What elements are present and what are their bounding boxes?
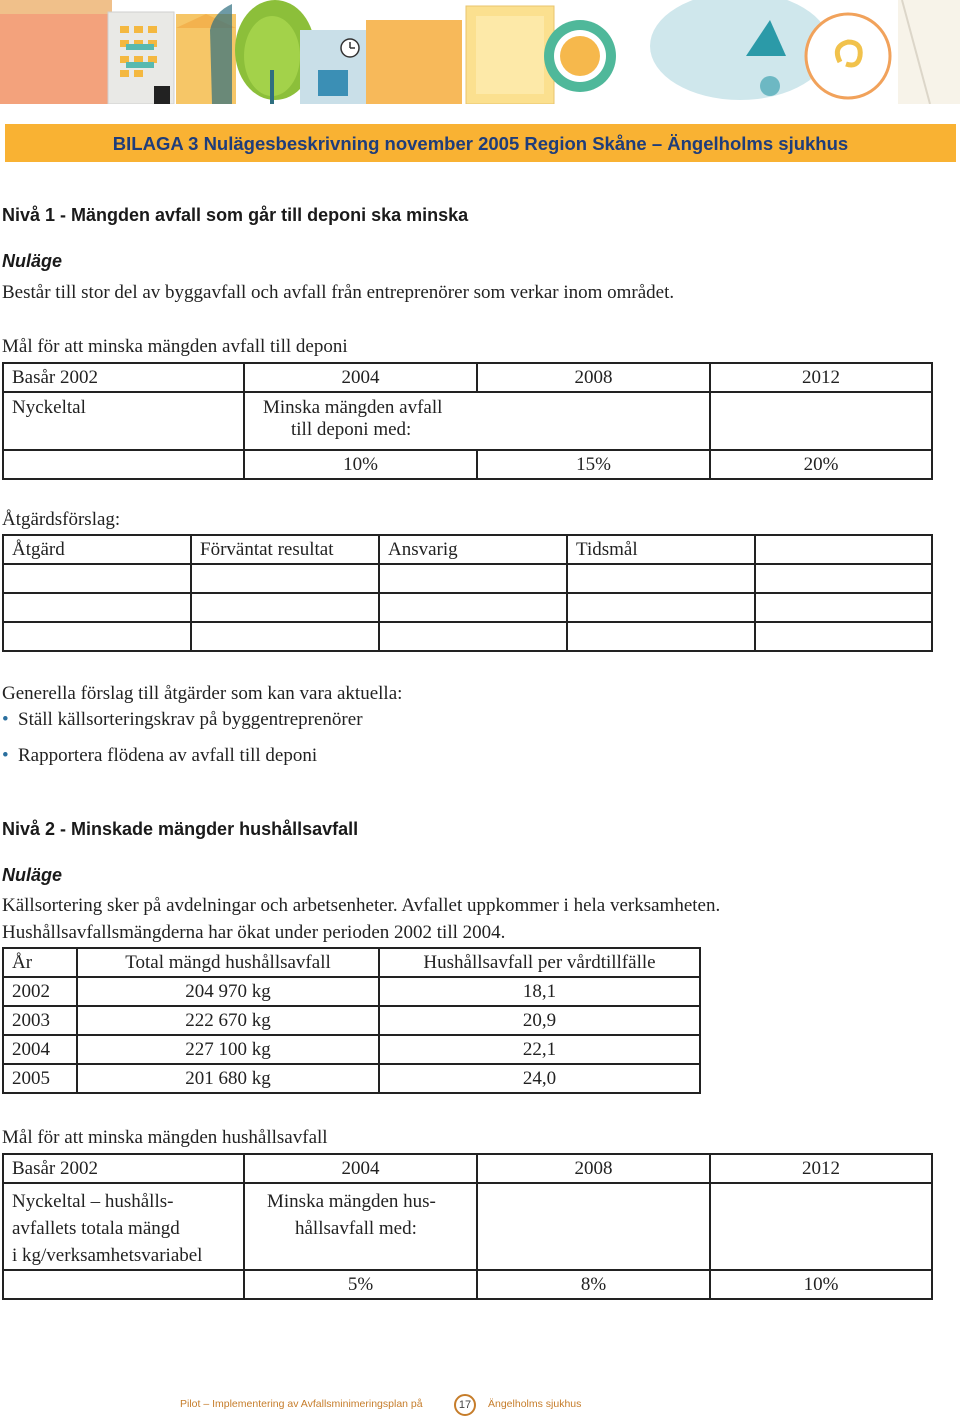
goal-year-cell: 2012 (710, 1154, 932, 1183)
goal-year-cell: 2008 (477, 1154, 710, 1183)
empty-cell (379, 622, 567, 651)
empty-cell (3, 1270, 244, 1299)
empty-cell (379, 593, 567, 622)
year-cell: 2005 (3, 1064, 77, 1093)
table-row (3, 977, 700, 1006)
year-cell: 2004 (3, 1035, 77, 1064)
page-number: 17 (454, 1394, 476, 1416)
empty-cell (567, 593, 755, 622)
level1-nulage-label: Nuläge (2, 251, 63, 271)
total-cell: 201 680 kg (77, 1064, 379, 1093)
goal-target-cell: 10% (244, 450, 477, 479)
footer-right-text: Ängelholms sjukhus (488, 1398, 582, 1410)
table-header-cell: Hushållsavfall per vårdtillfälle (379, 948, 700, 977)
bullet-icon: • (2, 709, 9, 730)
level1-nulage-text: Består till stor del av byggavfall och avfall från entreprenörer som verkar inom området. (2, 282, 675, 303)
goal-target-cell: 5% (244, 1270, 477, 1299)
goal-target-cell: 8% (477, 1270, 710, 1299)
empty-cell (710, 1183, 932, 1270)
table-header-cell: Total mängd hushållsavfall (77, 948, 379, 977)
goal-row-label (3, 1183, 244, 1270)
per-care-cell: 20,9 (379, 1006, 700, 1035)
actions-header-cell: Tidsmål (567, 535, 755, 564)
level2-goal-table (2, 1153, 933, 1300)
table-row (3, 1035, 700, 1064)
table-row (3, 1006, 700, 1035)
goal-target-cell: 10% (710, 1270, 932, 1299)
per-care-cell: 24,0 (379, 1064, 700, 1093)
level2-heading: Nivå 2 - Minskade mängder hushållsavfall (2, 819, 359, 839)
level2-nulage-label: Nuläge (2, 865, 63, 885)
level1-heading: Nivå 1 - Mängden avfall som går till deponi ska minska (2, 205, 469, 225)
goal-description-line: till deponi med: (291, 419, 412, 440)
goal-row-label-line: i kg/verksamhetsvariabel (12, 1245, 203, 1266)
goal-year-cell: 2012 (710, 363, 932, 392)
page-footer (0, 1394, 960, 1416)
total-cell: 227 100 kg (77, 1035, 379, 1064)
actions-caption: Åtgärdsförslag: (2, 509, 121, 530)
actions-header-cell: Förväntat resultat (191, 535, 379, 564)
per-care-cell: 18,1 (379, 977, 700, 1006)
document-title: BILAGA 3 Nulägesbeskrivning november 2005 Region Skåne – Ängelholms sjukhus (112, 133, 849, 154)
empty-cell (3, 593, 191, 622)
table-header-cell: År (3, 948, 77, 977)
level2-nulage-text: Källsortering sker på avdelningar och arbetsenheter. Avfallet uppkommer i hela verksamheten. (2, 895, 721, 916)
goal-year-cell: Basår 2002 (3, 1154, 244, 1183)
empty-cell (3, 622, 191, 651)
empty-cell (3, 564, 191, 593)
empty-cell (191, 593, 379, 622)
goal-row-label-line: Nyckeltal – hushålls- (12, 1191, 174, 1212)
goal-year-cell: Basår 2002 (3, 363, 244, 392)
actions-header-cell (755, 535, 932, 564)
suggestions-intro: Generella förslag till åtgärder som kan vara aktuella: (2, 683, 403, 704)
year-cell: 2002 (3, 977, 77, 1006)
empty-cell (191, 622, 379, 651)
goal-description-line: Minska mängden avfall (263, 397, 443, 418)
empty-cell (3, 450, 244, 479)
empty-cell (755, 564, 932, 593)
empty-cell (567, 564, 755, 593)
total-cell: 204 970 kg (77, 977, 379, 1006)
goal-year-cell: 2004 (244, 363, 477, 392)
footer-left-text: Pilot – Implementering av Avfallsminimeringsplan på (180, 1398, 423, 1410)
goal-target-cell: 15% (477, 450, 710, 479)
level1-goal-caption: Mål för att minska mängden avfall till deponi (2, 336, 348, 357)
household-waste-table (2, 947, 701, 1094)
header-bar (5, 124, 956, 162)
goal-description-line: Minska mängden hus- (267, 1191, 436, 1212)
goal-description (244, 1183, 477, 1270)
suggestion-text: Rapportera flödena av avfall till deponi (18, 745, 318, 766)
bullet-icon: • (2, 745, 9, 766)
empty-cell (755, 593, 932, 622)
suggestion-item (2, 709, 363, 731)
per-care-cell: 22,1 (379, 1035, 700, 1064)
goal-description-line: hållsavfall med: (295, 1218, 417, 1239)
goal-row-label: Nyckeltal (3, 392, 244, 450)
empty-cell (477, 1183, 710, 1270)
empty-cell (710, 392, 932, 450)
goal-target-cell: 20% (710, 450, 932, 479)
goal-row-label-line: avfallets totala mängd (12, 1218, 180, 1239)
goal-year-cell: 2008 (477, 363, 710, 392)
goal-year-cell: 2004 (244, 1154, 477, 1183)
empty-cell (755, 622, 932, 651)
actions-table (2, 534, 933, 652)
table-row (3, 1064, 700, 1093)
suggestion-item (2, 745, 317, 767)
empty-cell (191, 564, 379, 593)
goal-description (244, 392, 710, 450)
level1-goal-table (2, 362, 933, 480)
actions-header-cell: Åtgärd (3, 535, 191, 564)
header-illustration (0, 0, 960, 104)
year-cell: 2003 (3, 1006, 77, 1035)
level2-nulage-text: Hushållsavfallsmängderna har ökat under perioden 2002 till 2004. (2, 922, 506, 943)
suggestion-text: Ställ källsorteringskrav på byggentreprenörer (18, 709, 363, 730)
empty-cell (379, 564, 567, 593)
level2-goal-caption: Mål för att minska mängden hushållsavfall (2, 1127, 328, 1148)
actions-header-cell: Ansvarig (379, 535, 567, 564)
empty-cell (567, 622, 755, 651)
total-cell: 222 670 kg (77, 1006, 379, 1035)
